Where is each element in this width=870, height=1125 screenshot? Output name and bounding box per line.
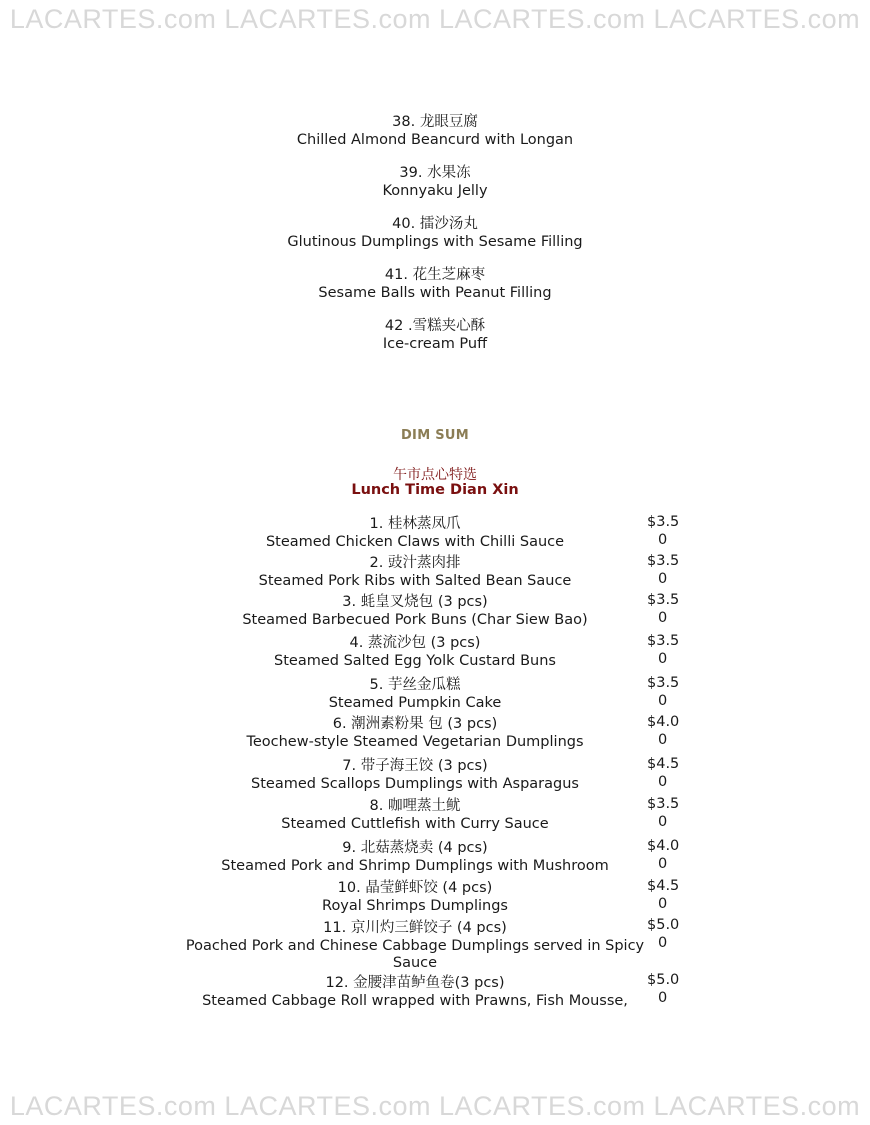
dessert-number: 40. 擂沙汤丸 xyxy=(392,216,478,232)
dish-name: Steamed Cabbage Roll wrapped with Prawns, Fish Mousse, xyxy=(202,992,628,1009)
dish-name: Steamed Cuttlefish with Curry Sauce xyxy=(281,815,549,832)
dish-price: $5.0 xyxy=(647,972,680,988)
table-row xyxy=(0,594,870,635)
table-row xyxy=(0,972,870,1015)
dish-price-suffix: 0 xyxy=(658,531,668,548)
dish-number: 3. 蚝皇叉烧包 (3 pcs) xyxy=(342,594,488,610)
dish-name: Steamed Salted Egg Yolk Custard Buns xyxy=(274,652,556,669)
table-row xyxy=(0,555,870,594)
table-row xyxy=(0,758,870,798)
dish-number: 9. 北菇蒸烧卖 (4 pcs) xyxy=(342,840,488,856)
dish-price-suffix: 0 xyxy=(658,773,668,790)
dish-number: 11. 京川灼三鲜饺子 (4 pcs) xyxy=(323,920,507,936)
dish-price: $4.0 xyxy=(647,838,680,854)
subsection-title-chinese: 午市点心特选 xyxy=(393,467,477,483)
dish-price: $5.0 xyxy=(647,917,680,933)
dish-price-suffix: 0 xyxy=(658,570,668,587)
dish-name: Steamed Barbecued Pork Buns (Char Siew Bao) xyxy=(242,611,588,628)
list-item xyxy=(0,215,870,251)
dish-price-suffix: 0 xyxy=(658,609,668,626)
dessert-name: Ice-cream Puff xyxy=(382,336,488,352)
dish-number: 6. 潮洲素粉果 包 (3 pcs) xyxy=(332,716,498,732)
list-item xyxy=(0,317,870,353)
dish-price-suffix: 0 xyxy=(658,989,668,1006)
dish-name: Steamed Chicken Claws with Chilli Sauce xyxy=(265,533,565,550)
list-item xyxy=(0,266,870,302)
watermark-bottom: LACARTES.com LACARTES.com LACARTES.com LACARTES.com xyxy=(9,1091,861,1121)
section-title: DIM SUM xyxy=(400,428,470,443)
dish-price-suffix: 0 xyxy=(658,895,668,912)
table-row xyxy=(0,516,870,555)
dish-number: 5. 芋丝金瓜糕 xyxy=(369,677,461,693)
dish-price: $3.5 xyxy=(647,675,680,691)
table-row xyxy=(0,917,870,975)
dish-price: $3.5 xyxy=(647,633,680,649)
dish-price: $4.5 xyxy=(647,878,680,894)
table-row xyxy=(0,635,870,677)
dessert-name: Konnyaku Jelly xyxy=(382,183,488,199)
dish-number: 2. 豉汁蒸肉排 xyxy=(369,555,461,571)
dish-name: Royal Shrimps Dumplings xyxy=(322,897,508,914)
dish-price-suffix: 0 xyxy=(658,650,668,667)
dish-price-suffix: 0 xyxy=(658,731,668,748)
dessert-number: 42 .雪糕夹心酥 xyxy=(384,318,486,334)
dish-number: 4. 蒸流沙包 (3 pcs) xyxy=(349,635,481,651)
dessert-number: 41. 花生芝麻枣 xyxy=(384,267,486,283)
watermark-top: LACARTES.com LACARTES.com LACARTES.com LACARTES.com xyxy=(9,4,861,34)
dish-name: Poached Pork and Chinese Cabbage Dumplings served in Spicy Sauce xyxy=(185,937,645,971)
table-row xyxy=(0,880,870,920)
table-row xyxy=(0,798,870,840)
dessert-name: Glutinous Dumplings with Sesame Filling xyxy=(287,234,583,250)
dish-name: Steamed Pork and Shrimp Dumplings with Mushroom xyxy=(221,857,609,874)
dish-price: $3.5 xyxy=(647,796,680,812)
list-item xyxy=(0,164,870,200)
dessert-list xyxy=(0,113,870,368)
dessert-name: Sesame Balls with Peanut Filling xyxy=(318,285,552,301)
list-item xyxy=(0,113,870,149)
table-row xyxy=(0,716,870,758)
table-row xyxy=(0,840,870,880)
dish-number: 12. 金腰津苗鲈鱼卷(3 pcs) xyxy=(325,975,505,991)
dessert-number: 38. 龙眼豆腐 xyxy=(392,114,478,130)
dish-price-suffix: 0 xyxy=(658,692,668,709)
dish-number: 8. 咖哩蒸土鱿 xyxy=(369,798,461,814)
dish-name: Steamed Scallops Dumplings with Asparagus xyxy=(251,775,579,792)
dish-price-suffix: 0 xyxy=(658,813,668,830)
dish-list xyxy=(0,516,870,1015)
dish-name: Teochew-style Steamed Vegetarian Dumplings xyxy=(246,733,584,750)
subsection-title-english: Lunch Time Dian Xin xyxy=(351,482,519,498)
dish-price-suffix: 0 xyxy=(658,855,668,872)
dish-price: $4.5 xyxy=(647,756,680,772)
dish-price: $4.0 xyxy=(647,714,680,730)
dish-price: $3.5 xyxy=(647,514,680,530)
dish-name: Steamed Pork Ribs with Salted Bean Sauce xyxy=(258,572,572,589)
table-row xyxy=(0,677,870,716)
dish-number: 10. 晶莹鲜虾饺 (4 pcs) xyxy=(337,880,493,896)
dessert-name: Chilled Almond Beancurd with Longan xyxy=(296,132,574,148)
dish-number: 1. 桂林蒸凤爪 xyxy=(369,516,461,532)
dish-price-suffix: 0 xyxy=(658,934,668,951)
dessert-number: 39. 水果冻 xyxy=(399,165,471,181)
dish-number: 7. 带子海王饺 (3 pcs) xyxy=(342,758,488,774)
dish-price: $3.5 xyxy=(647,553,680,569)
dish-name: Steamed Pumpkin Cake xyxy=(328,694,502,711)
dish-price: $3.5 xyxy=(647,592,680,608)
